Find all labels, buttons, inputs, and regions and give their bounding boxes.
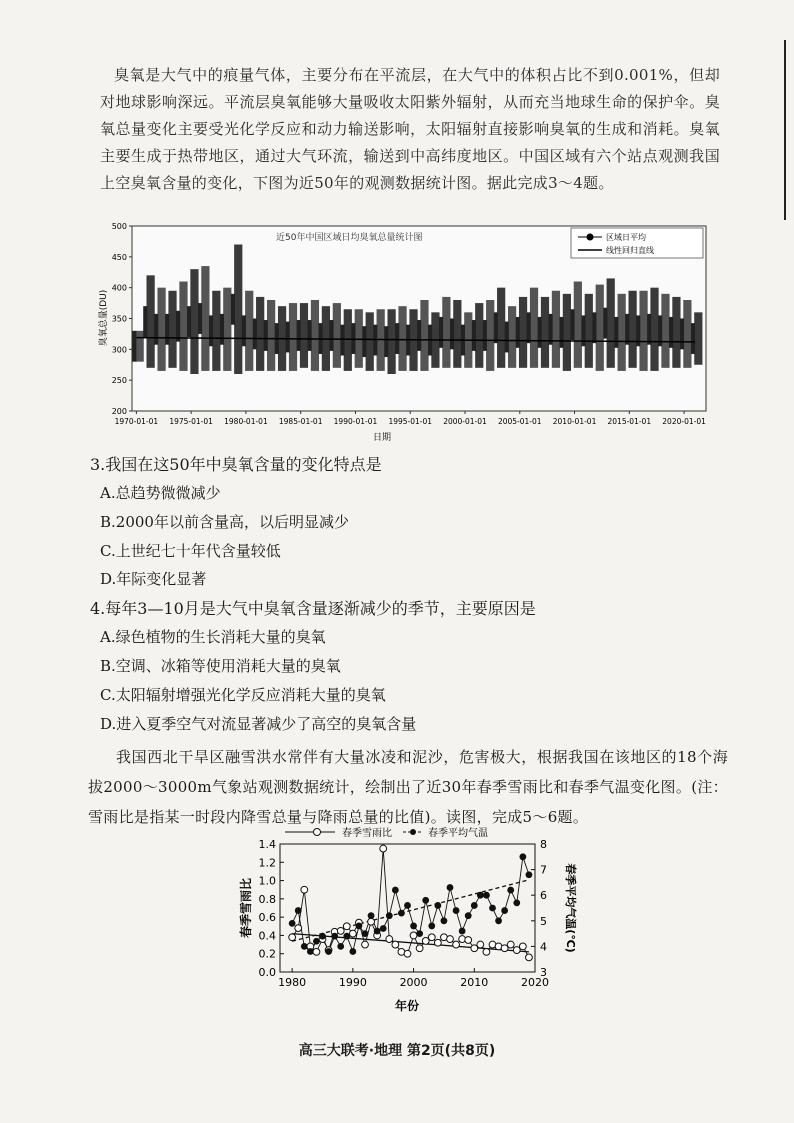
ozone-annual-core — [165, 314, 169, 345]
ozone-y-tick-label: 400 — [111, 283, 127, 293]
ozone-annual-core — [242, 315, 246, 346]
snow-y-right-tick-label: 7 — [540, 863, 547, 877]
snow-temp-point — [295, 907, 302, 914]
ozone-annual-band — [157, 288, 165, 371]
ozone-annual-band — [245, 291, 253, 371]
snow-temp-point — [289, 920, 296, 927]
snow-paragraph: 我国西北干旱区融雪洪水常伴有大量冰凌和泥沙，危害极大，根据我国在该地区的18个海拔2000～3000m气象站观测数据统计，绘制出了近30年春季雪雨比和春季气温变化图。(注：雪雨比是指某一时段内降雪总量与降雨总量的比值)。读图，完成5～6题。 — [88, 748, 728, 826]
ozone-annual-core — [559, 317, 563, 348]
snow-y-right-label: 春季平均气温(℃) — [564, 863, 577, 953]
ozone-annual-band — [519, 297, 527, 368]
snow-temp-point — [368, 912, 375, 919]
ozone-annual-band — [398, 306, 406, 371]
ozone-annual-band — [388, 309, 396, 374]
snow-x-axis — [278, 968, 549, 989]
ozone-annual-band — [190, 269, 198, 374]
ozone-x-tick-label: 1995-01-01 — [388, 417, 433, 426]
ozone-annual-core — [592, 312, 596, 343]
q4-option-c: C.太阳辐射增强光化学反应消耗大量的臭氧 — [100, 686, 386, 704]
snow-y-left-tick-label: 1.0 — [258, 874, 276, 888]
ozone-x-tick-label: 1985-01-01 — [278, 417, 323, 426]
ozone-annual-band — [486, 300, 494, 371]
ozone-annual-band — [563, 294, 571, 371]
ozone-annual-core — [286, 322, 290, 353]
ozone-y-tick-label: 200 — [111, 407, 127, 416]
snow-temp-point — [404, 902, 411, 909]
legend-daily-marker — [587, 234, 594, 241]
snow-temp-point — [374, 928, 381, 935]
ozone-y-label: 臭氧总量(DU) — [99, 289, 109, 347]
ozone-annual-band — [585, 294, 593, 368]
ozone-annual-core — [505, 322, 509, 353]
ozone-annual-band — [179, 282, 187, 371]
snow-ratio-point — [471, 945, 478, 952]
ozone-y-axis — [112, 222, 132, 416]
snow-x-label: 年份 — [394, 999, 420, 1013]
snow-ratio-point — [343, 923, 350, 930]
ozone-annual-core — [362, 326, 366, 357]
snow-ratio-point — [416, 945, 423, 952]
ozone-chart-title: 近50年中国区域日均臭氧总量统计图 — [276, 233, 423, 243]
ozone-annual-band — [300, 303, 308, 368]
ozone-annual-band — [607, 278, 615, 367]
ozone-annual-core — [264, 320, 268, 351]
snow-ratio-point — [392, 941, 399, 948]
ozone-annual-core — [329, 320, 333, 351]
snow-ratio-point — [513, 947, 520, 954]
ozone-annual-core — [384, 326, 388, 357]
ozone-x-tick-label: 1975-01-01 — [169, 417, 213, 426]
ozone-annual-core — [340, 325, 344, 356]
ozone-x-axis — [115, 411, 707, 426]
snow-ratio-point — [501, 945, 508, 952]
snow-ratio-point — [368, 918, 375, 925]
ozone-annual-band — [508, 306, 516, 368]
ozone-legend-daily: 区域日平均 — [606, 233, 646, 242]
ozone-annual-core — [143, 306, 147, 337]
ozone-annual-band — [366, 312, 374, 371]
ozone-annual-core — [472, 320, 476, 351]
ozone-annual-band — [530, 288, 538, 368]
ozone-annual-band — [628, 291, 636, 368]
ozone-y-tick-label: 300 — [111, 345, 127, 355]
ozone-annual-core — [439, 317, 443, 348]
snow-ratio-point — [380, 845, 387, 852]
snow-ratio-point — [289, 934, 296, 941]
snow-temp-point — [434, 902, 441, 909]
legend-ratio-marker — [314, 829, 321, 836]
snow-ratio-point — [349, 930, 356, 937]
ozone-annual-band — [596, 285, 604, 371]
ozone-x-tick-label: 2015-01-01 — [607, 417, 652, 426]
ozone-annual-band — [201, 266, 209, 371]
ozone-annual-band — [212, 291, 220, 371]
snow-y-left-tick-label: 0.0 — [258, 966, 276, 979]
snow-y-left-tick-label: 0.4 — [258, 929, 276, 943]
snow-temp-point — [416, 930, 423, 937]
ozone-x-tick-label: 1970-01-01 — [114, 417, 159, 426]
ozone-annual-core — [308, 320, 312, 351]
snow-rain-chart — [195, 820, 595, 1020]
snow-temp-point — [459, 928, 466, 935]
ozone-annual-core — [132, 331, 136, 362]
snow-temp-point — [483, 892, 490, 899]
ozone-annual-core — [176, 311, 180, 342]
ozone-annual-core — [231, 294, 235, 325]
snow-series — [289, 845, 533, 961]
snow-temp-point — [447, 884, 454, 891]
snow-x-tick-label: 1980 — [278, 976, 307, 989]
snow-temp-point — [519, 853, 526, 860]
snow-y-right-axis — [531, 838, 547, 979]
page-footer: 高三大联考·地理 第2页(共8页) — [298, 1043, 496, 1059]
q3-option-d: D.年际变化显著 — [100, 570, 207, 588]
snow-temp-point — [501, 907, 508, 914]
snow-temp-point — [489, 905, 496, 912]
ozone-annual-core — [538, 317, 542, 348]
snow-temp-point — [349, 948, 356, 955]
ozone-annual-band — [672, 297, 680, 368]
snow-temp-point — [392, 887, 399, 894]
ozone-annual-band — [420, 300, 428, 371]
snow-x-tick-label: 1990 — [338, 976, 367, 989]
ozone-x-tick-label: 1980-01-01 — [224, 417, 268, 426]
snow-legend — [285, 826, 488, 839]
ozone-annual-band — [618, 294, 626, 371]
ozone-annual-core — [483, 320, 487, 351]
ozone-annual-band — [355, 309, 363, 368]
ozone-annual-core — [297, 320, 301, 351]
ozone-annual-band — [168, 291, 176, 368]
snow-y-right-tick-label: 5 — [540, 914, 547, 928]
ozone-x-tick-label: 2000-01-01 — [443, 417, 487, 426]
ozone-annual-band — [344, 309, 352, 371]
ozone-annual-core — [198, 303, 202, 334]
ozone-annual-core — [669, 317, 673, 348]
snow-y-right-tick-label: 8 — [540, 838, 547, 851]
ozone-annual-band — [256, 297, 264, 371]
intro-paragraph: 臭氧是大气中的痕量气体，主要分布在平流层，在大气中的体积占比不到0.001%，但却对地球影响深远。平流层臭氧能够大量吸收太阳紫外辐射，从而充当地球生命的保护伞。臭氧总量变化主要受光化学反应和动力输送影响，太阳辐射直接影响臭氧的生成和消耗。臭氧主要生成于热带地区，通过大气环流，输送到中高纬度地区。中国区域有六个站点观测我国上空臭氧含量的变化，下图为近50年的观测数据统计图。据此完成3～4题。 — [100, 66, 720, 192]
ozone-annual-band — [147, 275, 155, 367]
ozone-annual-core — [187, 306, 191, 337]
snow-ratio-point — [362, 941, 369, 948]
ozone-annual-core — [527, 312, 531, 343]
ozone-chart — [96, 218, 716, 443]
ozone-annual-band — [552, 291, 560, 368]
ozone-annual-core — [691, 323, 695, 354]
snow-ratio-point — [465, 937, 472, 944]
snow-temp-point — [386, 912, 393, 919]
ozone-y-tick-label: 450 — [111, 252, 127, 262]
ozone-x-label: 日期 — [372, 433, 392, 443]
snow-temp-point — [465, 912, 472, 919]
ozone-annual-core — [603, 308, 607, 339]
snow-y-left-tick-label: 1.2 — [258, 856, 276, 870]
snow-y-left-label: 春季雪雨比 — [239, 877, 253, 939]
snow-temp-point — [380, 925, 387, 932]
ozone-annual-core — [395, 323, 399, 354]
q4-option-d: D.进入夏季空气对流显著减少了高空的臭氧含量 — [100, 715, 417, 733]
snow-x-tick-label: 2020 — [521, 976, 549, 989]
ozone-x-tick-label: 2010-01-01 — [552, 417, 597, 426]
ozone-annual-band — [661, 294, 669, 368]
snow-temp-point — [513, 899, 520, 906]
ozone-annual-core — [516, 317, 520, 348]
ozone-annual-band — [234, 245, 242, 375]
snow-legend-temp: 春季平均气温 — [428, 828, 488, 839]
snow-ratio-point — [447, 936, 454, 943]
ozone-annual-core — [680, 319, 684, 350]
snow-ratio-point — [477, 941, 484, 948]
ozone-annual-band — [311, 300, 319, 371]
ozone-annual-band — [289, 303, 297, 371]
ozone-annual-band — [442, 297, 450, 368]
snow-ratio-point — [434, 939, 441, 946]
snow-temp-point — [441, 917, 448, 924]
ozone-x-tick-label: 1990-01-01 — [333, 417, 378, 426]
snow-temp-point — [526, 871, 533, 878]
snow-y-left-tick-label: 0.2 — [258, 947, 276, 961]
snow-y-left-tick-label: 1.4 — [258, 838, 276, 851]
q3-stem: 3.我国在这50年中臭氧含量的变化特点是 — [90, 455, 382, 474]
q3-option-a: A.总趋势微微减少 — [100, 484, 221, 502]
ozone-annual-band — [650, 288, 658, 371]
snow-temp-point — [337, 943, 344, 950]
snow-ratio-point — [386, 936, 393, 943]
ozone-y-tick-label: 250 — [111, 376, 127, 386]
snow-temp-point — [362, 930, 369, 937]
ozone-annual-core — [417, 320, 421, 351]
ozone-x-tick-label: 2020-01-01 — [662, 417, 706, 426]
snow-temp-point — [495, 917, 502, 924]
snow-y-right-tick-label: 3 — [540, 966, 547, 979]
ozone-annual-band — [223, 288, 231, 371]
snow-ratio-point — [295, 925, 302, 932]
page-edge-mark — [784, 40, 786, 220]
snow-temp-point — [356, 923, 363, 930]
snow-y-left-tick-label: 0.8 — [258, 892, 276, 906]
snow-temp-point — [477, 892, 484, 899]
q4-stem: 4.每年3—10月是大气中臭氧含量逐渐减少的季节，主要原因是 — [90, 599, 536, 618]
snow-ratio-point — [422, 938, 429, 945]
ozone-y-tick-label: 350 — [111, 314, 127, 324]
ozone-annual-core — [625, 314, 629, 345]
snow-x-tick-label: 2000 — [399, 976, 428, 989]
snow-temp-point — [325, 948, 332, 955]
ozone-annual-band — [497, 288, 505, 368]
ozone-annual-core — [570, 309, 574, 340]
ozone-annual-core — [450, 319, 454, 350]
ozone-annual-band — [541, 297, 549, 368]
ozone-y-tick-label: 500 — [111, 222, 127, 231]
ozone-legend — [571, 228, 703, 258]
snow-ratio-point — [519, 943, 526, 950]
snow-ratio-point — [301, 886, 308, 893]
snow-y-right-tick-label: 6 — [540, 889, 547, 903]
snow-temp-point — [410, 923, 417, 930]
snow-ratio-point — [313, 948, 320, 955]
snow-ratio-point — [526, 954, 533, 961]
ozone-annual-core — [154, 314, 158, 345]
snow-temp-point — [428, 923, 435, 930]
snow-x-tick-label: 2010 — [460, 976, 489, 989]
ozone-annual-band — [694, 312, 702, 364]
snow-ratio-point — [507, 941, 514, 948]
ozone-annual-band — [683, 300, 691, 368]
snow-ratio-point — [428, 934, 435, 941]
ozone-x-tick-label: 2005-01-01 — [497, 417, 542, 426]
snow-temp-point — [319, 933, 326, 940]
ozone-annual-core — [220, 314, 224, 345]
snow-ratio-point — [453, 941, 460, 948]
ozone-annual-core — [614, 317, 618, 348]
snow-ratio-point — [337, 927, 344, 934]
snow-temp-point — [398, 910, 405, 917]
snow-ratio-point — [410, 932, 417, 939]
snow-temp-point — [471, 902, 478, 909]
snow-ratio-point — [483, 948, 490, 955]
ozone-annual-band — [475, 303, 483, 368]
ozone-annual-band — [136, 331, 144, 362]
q4-option-b: B.空调、冰箱等使用消耗大量的臭氧 — [100, 657, 341, 675]
ozone-annual-band — [267, 300, 275, 371]
legend-temp-marker — [410, 829, 416, 835]
ozone-annual-band — [453, 300, 461, 368]
ozone-annual-band — [574, 282, 582, 368]
snow-temp-point — [331, 933, 338, 940]
snow-temp-point — [453, 907, 460, 914]
ozone-annual-core — [494, 312, 498, 343]
snow-legend-ratio: 春季雪雨比 — [342, 828, 392, 839]
ozone-annual-band — [639, 291, 647, 371]
snow-ratio-point — [404, 950, 411, 957]
q3-option-c: C.上世纪七十年代含量较低 — [100, 542, 281, 560]
ozone-legend-trend: 线性回归直线 — [606, 246, 654, 255]
ozone-annual-core — [253, 319, 257, 350]
ozone-annual-core — [647, 314, 651, 345]
snow-y-right-tick-label: 4 — [540, 940, 547, 954]
snow-temp-point — [507, 887, 514, 894]
snow-y-left-tick-label: 0.6 — [258, 911, 276, 925]
q3-option-b: B.2000年以前含量高，以后明显减少 — [100, 513, 349, 531]
q4-option-a: A.绿色植物的生长消耗大量的臭氧 — [100, 628, 326, 646]
ozone-annual-band — [333, 303, 341, 368]
ozone-annual-core — [209, 315, 213, 346]
snow-temp-point — [422, 897, 429, 904]
